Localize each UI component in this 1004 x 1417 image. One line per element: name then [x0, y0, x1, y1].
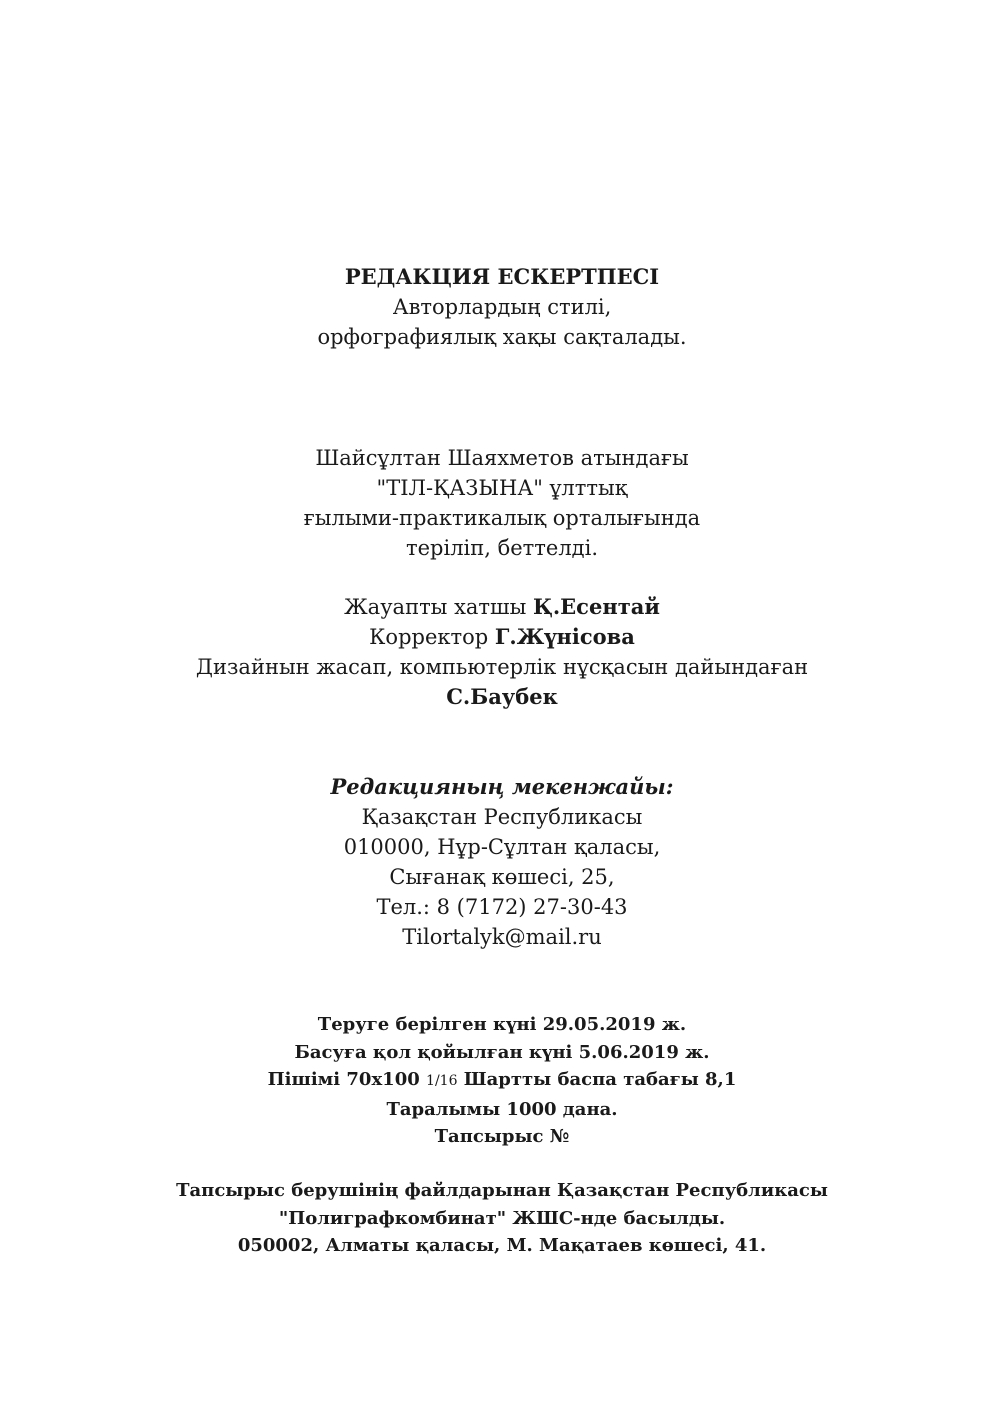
- corrector-name: Г.Жүнісова: [494, 624, 635, 649]
- format-prefix: Пішімі 70х100: [267, 1069, 420, 1090]
- printer-line: "Полиграфкомбинат" ЖШС-нде басылды.: [278, 1207, 726, 1229]
- editorial-address: [0, 772, 1004, 952]
- printer-info: [0, 1177, 1004, 1260]
- editorial-note-title: РЕДАКЦИЯ ЕСКЕРТПЕСІ: [344, 264, 660, 289]
- designer-label: Дизайнын жасап, компьютерлік нұсқасын дайындаған: [195, 655, 809, 679]
- address-line: 010000, Нұр-Сұлтан қаласы,: [343, 835, 661, 859]
- typeset-line: "ТІЛ-ҚАЗЫНА" ұлттық: [376, 476, 628, 500]
- typeset-line: Шайсұлтан Шаяхметов атындағы: [315, 446, 689, 470]
- print-details: [0, 1011, 1004, 1151]
- address-phone: Тел.: 8 (7172) 27-30-43: [376, 895, 628, 919]
- address-heading: Редакцияның мекенжайы:: [330, 774, 674, 799]
- address-line: Сығанақ көшесі, 25,: [389, 865, 615, 889]
- secretary-label: Жауапты хатшы: [344, 595, 527, 619]
- secretary-line: [0, 592, 1004, 622]
- typeset-line: ғылыми-практикалық орталығында: [303, 506, 701, 530]
- editorial-note: [0, 262, 1004, 352]
- staff-credits: [0, 592, 1004, 712]
- address-line: Қазақстан Республикасы: [361, 805, 643, 829]
- corrector-label: Корректор: [369, 625, 489, 649]
- designer-name: С.Баубек: [446, 684, 558, 709]
- editorial-note-line: орфографиялық хақы сақталады.: [317, 325, 687, 349]
- printer-line: Тапсырыс берушінің файлдарынан Қазақстан Республикасы: [176, 1180, 828, 1201]
- signed-date: Басуға қол қойылған күні 5.06.2019 ж.: [294, 1041, 710, 1063]
- secretary-name: Қ.Есентай: [532, 594, 660, 619]
- format-line: [0, 1066, 1004, 1096]
- corrector-line: [0, 622, 1004, 652]
- circulation: Таралымы 1000 дана.: [386, 1098, 618, 1120]
- typeset-line: теріліп, беттелді.: [405, 536, 598, 560]
- format-fraction: 1/16: [426, 1073, 458, 1089]
- submitted-date: Теруге берілген күні 29.05.2019 ж.: [317, 1014, 687, 1035]
- typeset-info: [0, 443, 1004, 563]
- order-number: Тапсырыс №: [434, 1126, 570, 1147]
- printer-address: 050002, Алматы қаласы, М. Мақатаев көшесі, 41.: [237, 1235, 767, 1256]
- editorial-note-line: Авторлардың стилі,: [392, 295, 612, 319]
- format-suffix: Шартты баспа табағы 8,1: [463, 1069, 737, 1090]
- address-email: Tilortalyk@mail.ru: [402, 925, 602, 949]
